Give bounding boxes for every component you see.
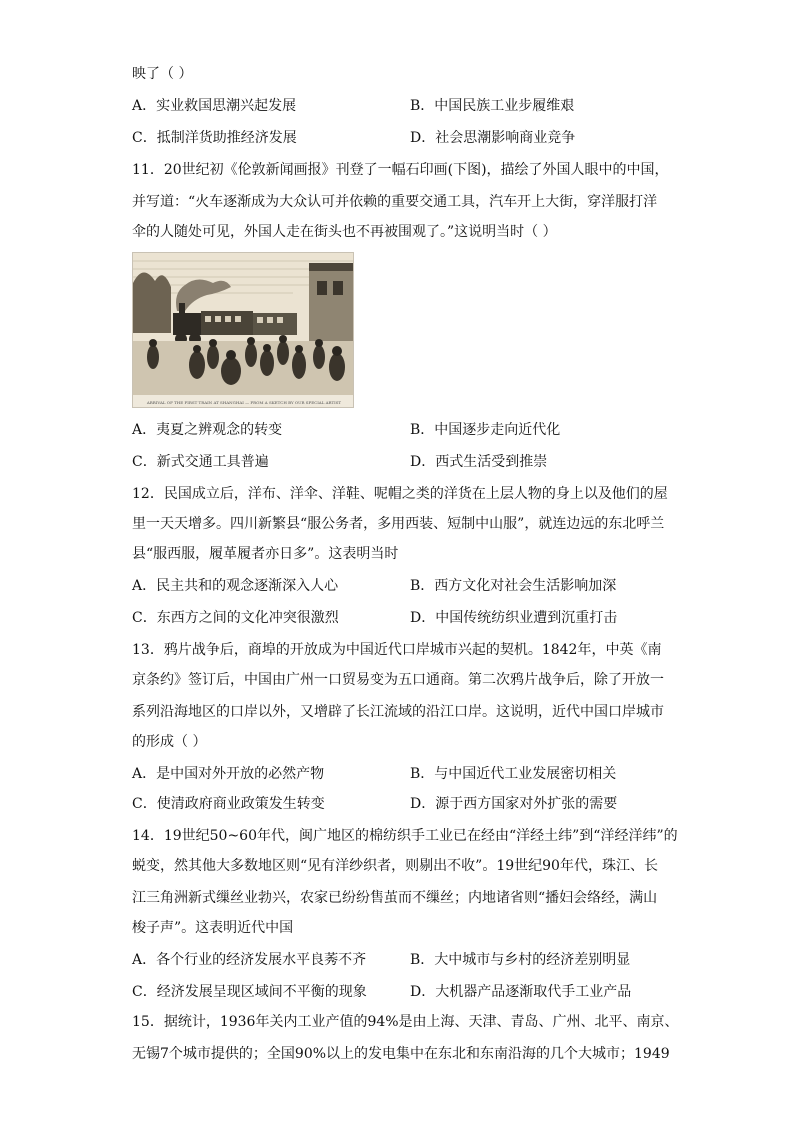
- q10-option-d[interactable]: D．社会思潮影响商业竞争: [410, 130, 576, 146]
- q14-option-d[interactable]: D．大机器产品逐渐取代手工业产品: [410, 984, 632, 1000]
- q10-stem-tail: 映了（ ）: [132, 66, 193, 82]
- q11-stem-line: 并写道：“火车逐渐成为大众认可并依赖的重要交通工具，汽车开上大街，穿洋服打洋: [132, 194, 658, 210]
- q14-option-a[interactable]: A．各个行业的经济发展水平良莠不齐: [132, 952, 367, 968]
- q12-stem-line: 12．民国成立后，洋布、洋伞、洋鞋、呢帽之类的洋货在上层人物的身上以及他们的屋: [132, 486, 668, 502]
- q10-option-c[interactable]: C．抵制洋货助推经济发展: [132, 130, 297, 146]
- q11-option-a[interactable]: A．夷夏之辨观念的转变: [132, 422, 283, 438]
- q15-stem-line: 15．据统计，1936年关内工业产值的94%是由上海、天津、青岛、广州、北平、南京、: [132, 1014, 679, 1030]
- q13-option-a[interactable]: A．是中国对外开放的必然产物: [132, 766, 325, 782]
- train-station-engraving: [133, 253, 354, 408]
- q13-option-d[interactable]: D．源于西方国家对外扩张的需要: [410, 796, 618, 812]
- q14-stem-line: 蜕变，然其他大多数地区则“见有洋纱织者，则剔出不收”。19世纪90年代，珠江、长: [132, 858, 658, 874]
- figure-caption: ARRIVAL OF THE FIRST TRAIN AT SHANGHAI — FROM A SKETCH BY OUR SPECIAL ARTIST: [146, 400, 342, 405]
- lithograph-train-illustration: [132, 252, 354, 408]
- q14-option-c[interactable]: C．经济发展呈现区域间不平衡的现象: [132, 984, 367, 1000]
- q13-stem-line: 系列沿海地区的口岸以外，又增辟了长江流域的沿江口岸。这说明，近代中国口岸城市: [132, 704, 664, 720]
- q13-stem-line: 13．鸦片战争后，商埠的开放成为中国近代口岸城市兴起的契机。1842年，中英《南: [132, 642, 662, 658]
- q10-option-a[interactable]: A．实业救国思潮兴起发展: [132, 98, 297, 114]
- q13-option-b[interactable]: B．与中国近代工业发展密切相关: [410, 766, 617, 782]
- q12-option-d[interactable]: D．中国传统纺织业遭到沉重打击: [410, 610, 618, 626]
- q11-option-b[interactable]: B．中国逐步走向近代化: [410, 422, 561, 438]
- q14-stem-line: 14．19世纪50~60年代，闽广地区的棉纺织手工业已在经由“洋经土纬”到“洋经洋纬”的: [132, 828, 678, 844]
- q11-stem-line: 伞的人随处可见，外国人走在街头也不再被围观了。”这说明当时（ ）: [132, 224, 557, 240]
- q13-stem-line: 的形成（ ）: [132, 734, 207, 750]
- q13-option-c[interactable]: C．使清政府商业政策发生转变: [132, 796, 325, 812]
- q11-option-d[interactable]: D．西式生活受到推崇: [410, 454, 548, 470]
- q14-stem-line: 江三角洲新式缫丝业勃兴，农家已纷纷售茧而不缫丝；内地诸省则“播妇会络经，满山: [132, 890, 658, 906]
- q11-stem-line: 11．20世纪初《伦敦新闻画报》刊登了一幅石印画(下图)，描绘了外国人眼中的中国，: [132, 162, 669, 178]
- q10-option-b[interactable]: B．中国民族工业步履维艰: [410, 98, 575, 114]
- q12-stem-line: 里一天天增多。四川新繁县“服公务者，多用西装、短制中山服”，就连边远的东北呼兰: [132, 516, 665, 532]
- q13-stem-line: 京条约》签订后，中国由广州一口贸易变为五口通商。第二次鸦片战争后，除了开放一: [132, 672, 664, 688]
- q12-option-c[interactable]: C．东西方之间的文化冲突很激烈: [132, 610, 339, 626]
- q15-stem-line: 无锡7个城市提供的；全国90%以上的发电集中在东北和东南沿海的几个大城市；1949: [132, 1046, 670, 1062]
- q14-stem-line: 梭子声”。这表明近代中国: [132, 920, 294, 936]
- q12-option-b[interactable]: B．西方文化对社会生活影响加深: [410, 578, 617, 594]
- q12-stem-line: 县“服西服，履革履者亦日多”。这表明当时: [132, 546, 399, 562]
- q12-option-a[interactable]: A．民主共和的观念逐渐深入人心: [132, 578, 339, 594]
- q14-option-b[interactable]: B．大中城市与乡村的经济差别明显: [410, 952, 631, 968]
- q11-option-c[interactable]: C．新式交通工具普遍: [132, 454, 269, 470]
